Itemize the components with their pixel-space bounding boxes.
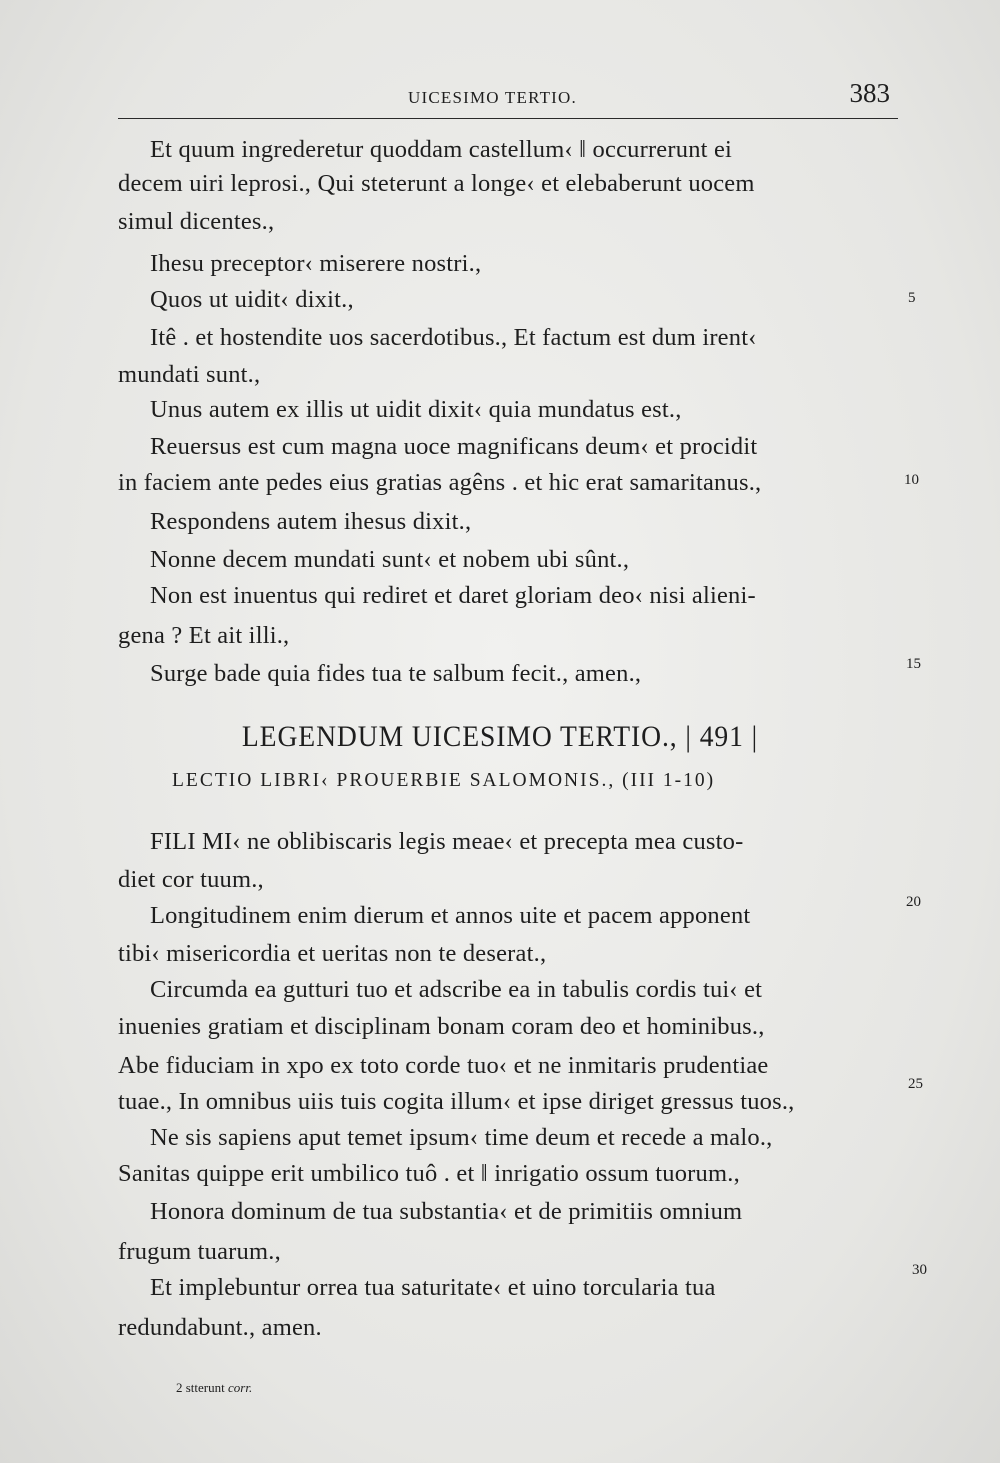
text-line: mundati sunt., <box>118 361 261 388</box>
text-line: Abe fiduciam in xpo ex toto corde tuo‹ et ne inmitaris prudentiae <box>118 1052 769 1079</box>
running-title: UICESIMO TERTIO. <box>408 88 577 107</box>
section-title: LEGENDUM UICESIMO TERTIO., | 491 | <box>241 720 759 753</box>
text-line: Unus autem ex illis ut uidit dixit‹ quia mundatus est., <box>150 396 682 423</box>
footnote-text: 2 stterunt <box>176 1380 225 1395</box>
line-number: 30 <box>912 1262 927 1278</box>
footnote <box>176 1380 252 1396</box>
text-line: Honora dominum de tua substantia‹ et de primitiis omnium <box>150 1198 743 1225</box>
footnote-abbrev: corr. <box>228 1380 253 1395</box>
text-line: FILI MI‹ ne oblibiscaris legis meae‹ et precepta mea custo- <box>150 828 744 855</box>
text-line: decem uiri leprosi., Qui steterunt a longe‹ et elebaberunt uocem <box>118 170 755 197</box>
text-line: Circumda ea gutturi tuo et adscribe ea in tabulis cordis tui‹ et <box>150 976 763 1003</box>
text-line: in faciem ante pedes eius gratias agêns . et hic erat samaritanus., <box>118 469 762 496</box>
text-line: Non est inuentus qui rediret et daret gloriam deo‹ nisi alieni- <box>150 582 756 609</box>
text-line: tibi‹ misericordia et ueritas non te deserat., <box>118 940 547 967</box>
text-line: Longitudinem enim dierum et annos uite et pacem apponent <box>150 902 751 929</box>
text-line: tuae., In omnibus uiis tuis cogita illum‹ et ipse diriget gressus tuos., <box>118 1088 795 1115</box>
text-line: Et implebuntur orrea tua saturitate‹ et uino torcularia tua <box>150 1274 716 1301</box>
text-line: Quos ut uidit‹ dixit., <box>150 286 354 313</box>
text-line: diet cor tuum., <box>118 866 264 893</box>
text-line: Respondens autem ihesus dixit., <box>150 508 472 535</box>
text-line: inuenies gratiam et disciplinam bonam coram deo et hominibus., <box>118 1013 765 1040</box>
line-number: 10 <box>904 472 919 488</box>
text-line: Ihesu preceptor‹ miserere nostri., <box>150 250 482 277</box>
text-line: Et quum ingrederetur quoddam castellum‹ ‖ occurrerunt ei <box>150 136 733 163</box>
text-line: simul dicentes., <box>118 208 275 235</box>
text-line: frugum tuarum., <box>118 1238 281 1265</box>
section-subtitle: LECTIO LIBRI‹ PROUERBIE SALOMONIS., (III 1-10) <box>172 770 716 791</box>
line-number: 20 <box>906 894 921 910</box>
text-line: Sanitas quippe erit umbilico tuô . et ‖ inrigatio ossum tuorum., <box>118 1160 740 1187</box>
text-line: redundabunt., amen. <box>118 1314 322 1341</box>
line-number: 25 <box>908 1076 923 1092</box>
line-number: 5 <box>908 290 916 306</box>
text-line: Reuersus est cum magna uoce magnificans deum‹ et procidit <box>150 433 758 460</box>
page-number: 383 <box>849 78 890 108</box>
running-header <box>118 78 898 119</box>
text-line: Nonne decem mundati sunt‹ et nobem ubi sûnt., <box>150 546 630 573</box>
line-number: 15 <box>906 656 921 672</box>
text-line: Surge bade quia fides tua te salbum fecit., amen., <box>150 660 642 687</box>
text-line: Itê . et hostendite uos sacerdotibus., Et factum est dum irent‹ <box>150 324 757 351</box>
text-line: Ne sis sapiens aput temet ipsum‹ time deum et recede a malo., <box>150 1124 773 1151</box>
text-line: gena ? Et ait illi., <box>118 622 290 649</box>
